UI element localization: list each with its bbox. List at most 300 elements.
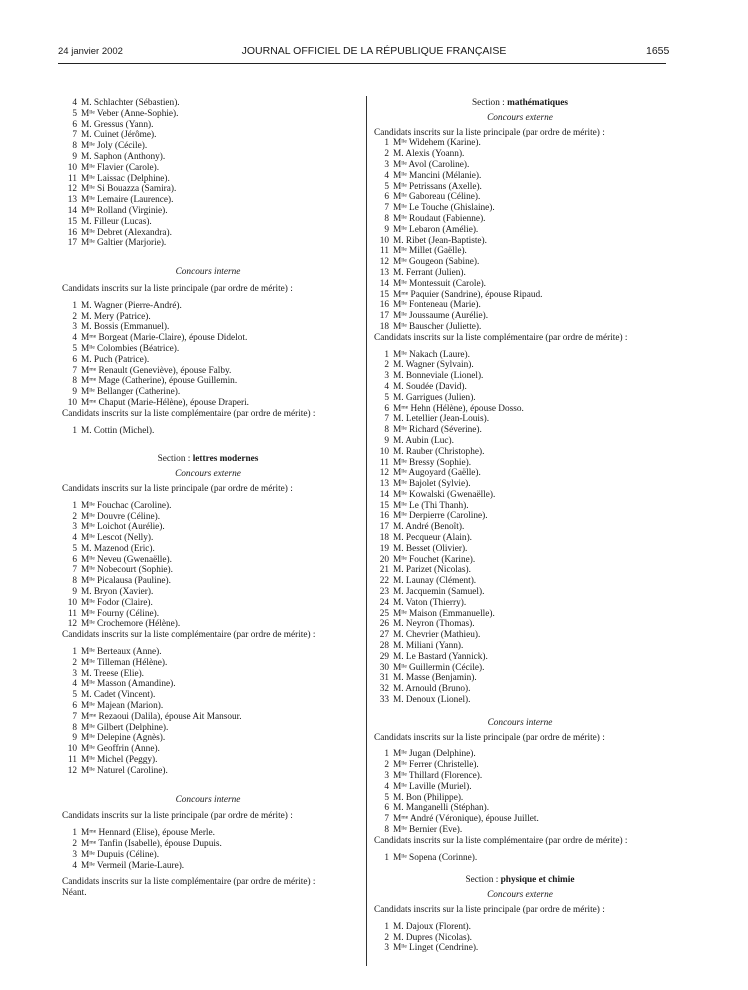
candidate-item: [374, 782, 666, 793]
candidate-name: Mᵐᵉ Hennard (Elise), épouse Merle.: [81, 828, 215, 839]
candidate-rank: 2: [72, 657, 77, 668]
candidate-name: M. Dajoux (Florent).: [393, 921, 471, 932]
candidate-name: M. Letellier (Jean-Louis).: [393, 414, 490, 425]
candidate-name: M. Cadet (Vincent).: [81, 690, 156, 701]
candidate-rank: 1: [72, 647, 77, 658]
list-label: Candidats inscrits sur la liste complémentaire (par ordre de mérite) :: [374, 835, 628, 846]
candidate-item: [374, 171, 666, 182]
candidate-item: [62, 355, 354, 366]
candidate-item: [374, 246, 666, 257]
section-heading: [374, 875, 666, 886]
candidate-item: [374, 619, 666, 630]
candidate-name: Mˡˡᵉ Linget (Cendrine).: [393, 943, 479, 954]
candidate-name: Mˡˡᵉ Dupuis (Céline).: [81, 849, 160, 860]
candidate-list: [374, 922, 666, 954]
candidate-name: M. Mery (Patrice).: [81, 311, 151, 322]
candidate-name: Mˡˡᵉ Joly (Cécile).: [81, 141, 148, 152]
list-label: Candidats inscrits sur la liste principale (par ordre de mérite) :: [62, 283, 293, 294]
candidate-item: [374, 522, 666, 533]
candidate-name: Mˡˡᵉ Roudaut (Fabienne).: [393, 213, 486, 224]
candidate-name: M. Treese (Elie).: [81, 668, 145, 679]
candidate-name: Mˡˡᵉ Mancini (Mélanie).: [393, 170, 482, 181]
candidate-name: Mᵐᵉ Paquier (Sandrine), épouse Ripaud.: [393, 289, 543, 300]
candidate-item: [62, 426, 354, 437]
candidate-item: [62, 669, 354, 680]
candidate-item: [374, 490, 666, 501]
candidate-item: [374, 943, 666, 954]
candidate-name: M. Rauber (Christophe).: [393, 446, 485, 457]
candidate-name: Mˡˡᵉ Gougeon (Sabine).: [393, 257, 480, 268]
candidate-name: M. Saphon (Anthony).: [81, 151, 166, 162]
candidate-item: [62, 301, 354, 312]
candidate-name: Mˡˡᵉ Fonteneau (Marie).: [393, 300, 481, 311]
candidate-item: [374, 192, 666, 203]
candidate-item: [374, 630, 666, 641]
candidate-item: [374, 825, 666, 836]
candidate-rank: 8: [72, 576, 77, 587]
candidate-rank: 8: [72, 376, 77, 387]
candidate-item: [374, 933, 666, 944]
candidate-rank: 32: [379, 684, 389, 695]
candidate-rank: 9: [72, 151, 77, 162]
candidate-rank: 26: [379, 619, 389, 630]
list-label: Candidats inscrits sur la liste principale (par ordre de mérite) :: [62, 811, 293, 822]
candidate-name: Mˡˡᵉ Sopena (Corinne).: [393, 852, 478, 863]
candidate-rank: 17: [67, 238, 77, 249]
candidate-rank: 19: [379, 543, 389, 554]
candidate-item: [62, 366, 354, 377]
candidate-name: M. Bonneviale (Lionel).: [393, 371, 484, 382]
candidate-rank: 11: [380, 246, 389, 257]
list-label: Candidats inscrits sur la liste principale (par ordre de mérite) :: [374, 732, 605, 743]
candidate-item: [62, 609, 354, 620]
candidate-name: Mˡˡᵉ Picalausa (Pauline).: [81, 576, 171, 587]
candidate-rank: 5: [384, 181, 389, 192]
candidate-rank: 11: [68, 173, 77, 184]
candidate-rank: 5: [72, 690, 77, 701]
candidate-item: [374, 203, 666, 214]
candidate-item: [374, 803, 666, 814]
candidate-name: Mˡˡᵉ Nobecourt (Sophie).: [81, 565, 173, 576]
candidate-item: [62, 766, 354, 777]
candidate-item: [62, 512, 354, 523]
candidate-item: [374, 149, 666, 160]
candidate-item: [62, 647, 354, 658]
candidate-name: M. Neyron (Thomas).: [393, 619, 475, 630]
candidate-item: [374, 182, 666, 193]
list-label: Candidats inscrits sur la liste principale (par ordre de mérite) :: [374, 904, 605, 915]
candidate-item: [374, 673, 666, 684]
candidate-list: [374, 350, 666, 706]
candidate-item: [374, 225, 666, 236]
candidate-name: Mˡˡᵉ Joussaume (Aurélie).: [393, 311, 489, 322]
candidate-name: Mˡˡᵉ Fouchac (Caroline).: [81, 500, 172, 511]
candidate-rank: 33: [379, 695, 389, 706]
candidate-item: [374, 414, 666, 425]
candidate-rank: 9: [72, 587, 77, 598]
candidate-item: [374, 544, 666, 555]
candidate-name: Mˡˡᵉ Derpierre (Caroline).: [393, 511, 488, 522]
candidate-rank: 4: [72, 533, 77, 544]
candidate-item: [374, 749, 666, 760]
candidate-item: [62, 398, 354, 409]
candidate-rank: 13: [67, 195, 77, 206]
candidate-rank: 16: [67, 227, 77, 238]
candidate-rank: 4: [72, 679, 77, 690]
candidate-rank: 13: [379, 267, 389, 278]
candidate-item: [374, 404, 666, 415]
candidate-list: [62, 426, 354, 437]
candidate-item: [62, 619, 354, 630]
candidate-name: M. Wagner (Sylvain).: [393, 360, 474, 371]
candidate-rank: 20: [379, 554, 389, 565]
candidate-name: Mˡˡᵉ Avol (Caroline).: [393, 159, 470, 170]
candidate-item: [62, 679, 354, 690]
candidate-name: M. Filleur (Lucas).: [81, 216, 152, 227]
candidate-item: [62, 109, 354, 120]
candidate-item: [374, 350, 666, 361]
candidate-rank: 10: [67, 744, 77, 755]
section-name: lettres modernes: [192, 454, 259, 465]
candidate-name: M. Cottin (Michel).: [81, 425, 155, 436]
candidate-name: Mˡˡᵉ Richard (Séverine).: [393, 425, 482, 436]
candidate-name: Mˡˡᵉ Nakach (Laure).: [393, 349, 470, 360]
candidate-item: [62, 174, 354, 185]
candidate-item: [374, 511, 666, 522]
candidate-list: [62, 98, 354, 249]
candidate-name: Mˡˡᵉ Tilleman (Hélène).: [81, 657, 168, 668]
candidate-item: [374, 501, 666, 512]
candidate-name: Mˡˡᵉ Bressy (Sophie).: [393, 457, 472, 468]
candidate-rank: 29: [379, 651, 389, 662]
candidate-rank: 9: [384, 224, 389, 235]
candidate-name: M. Le Bastard (Yannick).: [393, 651, 488, 662]
candidate-name: Mˡˡᵉ Jugan (Delphine).: [393, 749, 476, 760]
candidate-rank: 3: [384, 771, 389, 782]
left-column: [62, 98, 354, 899]
candidate-rank: 5: [384, 392, 389, 403]
candidate-name: M. Aubin (Luc).: [393, 435, 454, 446]
candidate-name: M. Vaton (Thierry).: [393, 597, 467, 608]
candidate-name: Mᵐᵉ André (Véronique), épouse Juillet.: [393, 814, 539, 825]
candidate-item: [62, 501, 354, 512]
candidate-name: Mˡˡᵉ Colombies (Béatrice).: [81, 343, 180, 354]
candidate-name: M. Ribet (Jean-Baptiste).: [393, 235, 487, 246]
candidate-item: [374, 311, 666, 322]
candidate-item: [374, 814, 666, 825]
candidate-item: [374, 587, 666, 598]
candidate-rank: 15: [379, 500, 389, 511]
candidate-item: [374, 771, 666, 782]
candidate-item: [62, 658, 354, 669]
candidate-name: Mˡˡᵉ Si Bouazza (Samira).: [81, 184, 177, 195]
candidate-name: M. Cuinet (Jérôme).: [81, 130, 157, 141]
section-heading: [62, 454, 354, 465]
candidate-item: [62, 184, 354, 195]
list-label: Candidats inscrits sur la liste complémentaire (par ordre de mérite) :: [62, 408, 316, 419]
candidate-rank: 6: [72, 119, 77, 130]
candidate-rank: 14: [379, 489, 389, 500]
candidate-rank: 7: [72, 365, 77, 376]
candidate-rank: 1: [384, 921, 389, 932]
candidate-name: Mˡˡᵉ Gilbert (Delphine).: [81, 722, 169, 733]
right-column: [374, 98, 666, 954]
candidate-name: Mˡˡᵉ Flavier (Carole).: [81, 162, 160, 173]
candidate-list: [374, 138, 666, 332]
list-label: Candidats inscrits sur la liste principale (par ordre de mérite) :: [374, 127, 605, 138]
candidate-name: Mˡˡᵉ Lemaire (Laurence).: [81, 195, 174, 206]
concours-heading: Concours interne: [487, 717, 553, 728]
candidate-item: [62, 228, 354, 239]
candidate-name: Mˡˡᵉ Fourny (Céline).: [81, 608, 160, 619]
concours-heading: Concours externe: [487, 112, 553, 123]
candidate-item: [62, 322, 354, 333]
candidate-name: M. Besset (Olivier).: [393, 543, 468, 554]
candidate-rank: 6: [72, 354, 77, 365]
list-label: Candidats inscrits sur la liste complémentaire (par ordre de mérite) :: [62, 630, 316, 641]
section-heading: [374, 98, 666, 109]
candidate-name: Mˡˡᵉ Debret (Alexandra).: [81, 227, 172, 238]
candidate-item: [374, 447, 666, 458]
candidate-rank: 3: [72, 849, 77, 860]
candidate-name: Mˡˡᵉ Lescot (Nelly).: [81, 533, 154, 544]
candidate-item: [374, 257, 666, 268]
candidate-item: [62, 152, 354, 163]
candidate-rank: 4: [72, 333, 77, 344]
section-prefix: Section :: [471, 98, 508, 108]
candidate-name: M. Jacquemin (Samuel).: [393, 587, 485, 598]
candidate-item: [62, 839, 354, 850]
candidate-item: [374, 382, 666, 393]
candidate-item: [62, 120, 354, 131]
candidate-rank: 7: [72, 130, 77, 141]
candidate-rank: 5: [72, 543, 77, 554]
candidate-name: Mˡˡᵉ Majean (Marion).: [81, 701, 164, 712]
section-prefix: Section :: [157, 454, 193, 465]
candidate-rank: 2: [384, 760, 389, 771]
candidate-name: Mˡˡᵉ Veber (Anne-Sophie).: [81, 108, 179, 119]
candidate-rank: 17: [379, 522, 389, 533]
candidate-item: [374, 922, 666, 933]
candidate-item: [374, 371, 666, 382]
candidate-rank: 28: [379, 641, 389, 652]
candidate-name: M. Pecqueur (Alain).: [393, 533, 473, 544]
candidate-name: Mˡˡᵉ Geoffrin (Anne).: [81, 744, 160, 755]
candidate-item: [374, 360, 666, 371]
candidate-item: [62, 217, 354, 228]
candidate-rank: 2: [384, 932, 389, 943]
candidate-rank: 11: [68, 755, 77, 766]
candidate-name: M. Manganelli (Stéphan).: [393, 803, 490, 814]
candidate-item: [374, 425, 666, 436]
concours-heading: Concours interne: [175, 267, 241, 278]
candidate-item: [62, 861, 354, 872]
candidate-item: [62, 598, 354, 609]
candidate-name: Mᵐᵉ Rezaoui (Dalila), épouse Ait Mansour.: [81, 711, 242, 722]
candidate-rank: 11: [380, 457, 389, 468]
candidate-rank: 8: [384, 825, 389, 835]
candidate-rank: 2: [384, 149, 389, 160]
candidate-name: Mˡˡᵉ Lebaron (Amélie).: [393, 224, 479, 235]
header-title: JOURNAL OFFICIEL DE LA RÉPUBLIQUE FRANÇAISE: [241, 45, 507, 57]
concours-heading: Concours externe: [175, 469, 241, 480]
candidate-name: M. Bon (Philippe).: [393, 792, 464, 803]
candidate-rank: 1: [384, 138, 389, 149]
candidate-rank: 24: [379, 597, 389, 608]
candidate-rank: 12: [67, 184, 77, 195]
candidate-rank: 3: [384, 943, 389, 954]
candidate-item: [62, 555, 354, 566]
candidate-item: [62, 376, 354, 387]
candidate-name: Mˡˡᵉ Thillard (Florence).: [393, 771, 483, 782]
candidate-name: Mˡˡᵉ Berteaux (Anne).: [81, 647, 162, 658]
candidate-name: Mˡˡᵉ Galtier (Marjorie).: [81, 238, 167, 249]
candidate-item: [374, 695, 666, 706]
list-label: Candidats inscrits sur la liste complémentaire (par ordre de mérite) :: [374, 332, 628, 343]
candidate-name: Mˡˡᵉ Petrissans (Axelle).: [393, 181, 482, 192]
candidate-name: Mˡˡᵉ Crochemore (Hélène).: [81, 619, 181, 630]
candidate-rank: 6: [72, 554, 77, 565]
candidate-item: [374, 533, 666, 544]
candidate-item: [374, 576, 666, 587]
candidate-name: M. Parizet (Nicolas).: [393, 565, 471, 576]
candidate-item: [374, 160, 666, 171]
candidate-item: [374, 436, 666, 447]
candidate-item: [62, 755, 354, 766]
candidate-name: M. Soudée (David).: [393, 381, 467, 392]
candidate-item: [374, 598, 666, 609]
candidate-item: [374, 663, 666, 674]
candidate-item: [374, 684, 666, 695]
candidate-item: [374, 479, 666, 490]
candidate-name: Mˡˡᵉ Widehem (Karine).: [393, 138, 481, 149]
candidate-rank: 31: [379, 673, 389, 684]
candidate-item: [62, 733, 354, 744]
candidate-item: [62, 565, 354, 576]
candidate-rank: 17: [379, 311, 389, 322]
candidate-item: [374, 214, 666, 225]
candidate-name: Mˡˡᵉ Laville (Muriel).: [393, 781, 472, 792]
section-name: mathématiques: [507, 98, 569, 108]
candidate-name: Mˡˡᵉ Neveu (Gwenaëlle).: [81, 554, 172, 565]
candidate-rank: 9: [384, 435, 389, 446]
candidate-rank: 16: [379, 300, 389, 311]
concours-heading: Concours interne: [175, 794, 241, 805]
candidate-name: Mˡˡᵉ Maison (Emmanuelle).: [393, 608, 495, 619]
candidate-rank: 2: [72, 839, 77, 850]
candidate-rank: 6: [72, 701, 77, 712]
candidate-rank: 1: [72, 500, 77, 511]
candidate-name: M. Wagner (Pierre-André).: [81, 300, 182, 311]
candidate-item: [62, 387, 354, 398]
candidate-rank: 11: [68, 608, 77, 619]
candidate-rank: 4: [384, 381, 389, 392]
candidate-rank: 25: [379, 608, 389, 619]
candidate-item: [62, 544, 354, 555]
candidate-name: Mˡˡᵉ Le (Thi Thanh).: [393, 500, 469, 511]
candidate-rank: 18: [379, 533, 389, 544]
candidate-name: Mˡˡᵉ Guillermin (Cécile).: [393, 662, 485, 673]
candidate-item: [62, 163, 354, 174]
candidate-rank: 16: [379, 511, 389, 522]
candidate-rank: 3: [384, 371, 389, 382]
candidate-name: M. Puch (Patrice).: [81, 354, 150, 365]
candidate-item: [374, 290, 666, 301]
candidate-name: Mˡˡᵉ Fodor (Claire).: [81, 597, 153, 608]
candidate-item: [374, 279, 666, 290]
candidate-list: [374, 853, 666, 864]
candidate-rank: 14: [67, 205, 77, 216]
candidate-rank: 21: [379, 565, 389, 576]
candidate-rank: 3: [72, 322, 77, 333]
header-rule: [58, 63, 666, 64]
candidate-rank: 5: [72, 343, 77, 354]
candidate-name: Mˡˡᵉ Kowalski (Gwenaëlle).: [393, 489, 496, 500]
page-header: [0, 0, 748, 66]
candidate-list: [374, 749, 666, 835]
candidate-name: M. Chevrier (Mathieu).: [393, 630, 481, 641]
candidate-rank: 18: [379, 321, 389, 332]
candidate-name: M. Gressus (Yann).: [81, 119, 154, 130]
candidate-item: [62, 587, 354, 598]
candidate-rank: 12: [67, 619, 77, 630]
candidate-name: Mˡˡᵉ Delepine (Agnès).: [81, 733, 166, 744]
candidate-rank: 4: [72, 860, 77, 871]
candidate-name: Mᵐᵉ Chaput (Marie-Hélène), épouse Draperi.: [81, 397, 250, 408]
candidate-item: [62, 712, 354, 723]
candidate-item: [374, 853, 666, 864]
candidate-item: [62, 98, 354, 109]
candidate-item: [374, 322, 666, 333]
candidate-item: [62, 333, 354, 344]
candidate-name: Mᵐᵉ Tanfin (Isabelle), épouse Dupuis.: [81, 839, 222, 850]
candidate-list: [62, 501, 354, 631]
candidate-list: [62, 647, 354, 777]
candidate-item: [374, 393, 666, 404]
candidate-name: Mˡˡᵉ Bellanger (Catherine).: [81, 387, 181, 398]
candidate-rank: 8: [384, 425, 389, 436]
candidate-name: M. Bossis (Emmanuel).: [81, 322, 170, 333]
candidate-name: Mˡˡᵉ Rolland (Virginie).: [81, 205, 168, 216]
candidate-rank: 7: [72, 565, 77, 576]
section-name: physique et chimie: [500, 875, 575, 886]
candidate-rank: 1: [384, 749, 389, 760]
candidate-name: Mˡˡᵉ Fouchet (Karine).: [393, 554, 476, 565]
candidate-item: [374, 300, 666, 311]
candidate-item: [374, 468, 666, 479]
candidate-name: M. Dupres (Nicolas).: [393, 932, 473, 943]
candidate-rank: 22: [379, 576, 389, 587]
candidate-rank: 1: [384, 852, 389, 863]
candidate-rank: 9: [72, 733, 77, 744]
candidate-rank: 8: [384, 213, 389, 224]
candidate-item: [62, 130, 354, 141]
column-divider: [366, 96, 367, 966]
candidate-name: Mˡˡᵉ Gaboreau (Céline).: [393, 192, 481, 203]
candidate-item: [62, 238, 354, 249]
section-prefix: Section :: [465, 875, 501, 886]
candidate-name: Mˡˡᵉ Le Touche (Ghislaine).: [393, 203, 495, 214]
candidate-item: [62, 344, 354, 355]
candidate-rank: 14: [379, 278, 389, 289]
candidate-rank: 15: [67, 216, 77, 227]
candidate-name: M. Schlachter (Sébastien).: [81, 98, 180, 108]
candidate-name: Mᵐᵉ Renault (Geneviève), épouse Falby.: [81, 365, 232, 376]
candidate-item: [374, 641, 666, 652]
candidate-name: M. Miliani (Yann).: [393, 641, 464, 652]
concours-heading: Concours externe: [487, 890, 553, 901]
candidate-rank: 5: [72, 108, 77, 119]
